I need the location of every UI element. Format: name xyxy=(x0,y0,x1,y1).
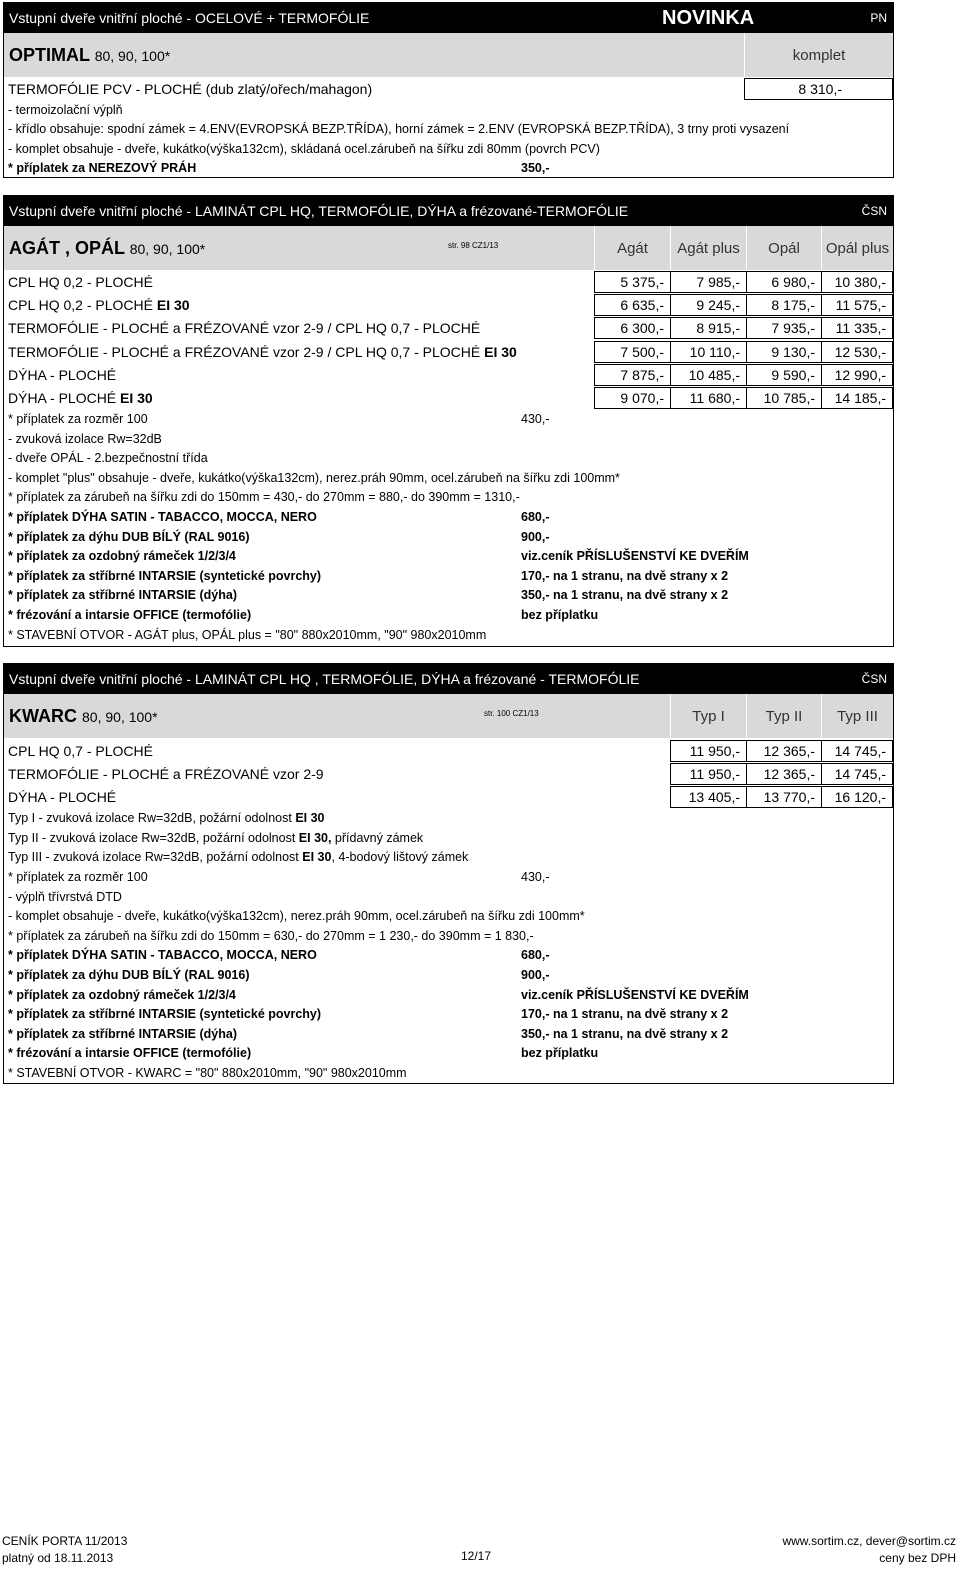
note-line: * příplatek za ozdobný rámeček 1/2/3/4 xyxy=(8,987,236,1002)
row-label-text: DÝHA - PLOCHÉ xyxy=(8,366,117,383)
price-row xyxy=(4,294,893,317)
note-line: * příplatek za dýhu DUB BÍLÝ (RAL 9016) xyxy=(8,529,250,544)
price-cell: 11 950,- xyxy=(670,740,746,762)
type-note-text: Typ I - zvuková izolace Rw=32dB, požární odolnost xyxy=(8,811,296,825)
catalog-ref: str. 100 CZ1/13 xyxy=(484,709,539,718)
note-value: 900,- xyxy=(521,529,550,544)
catalog-ref: str. 98 CZ1/13 xyxy=(448,241,499,250)
row-label-text: DÝHA - PLOCHÉ xyxy=(8,390,121,406)
section-agat-opal xyxy=(3,195,894,647)
col-typ-3: Typ III xyxy=(821,694,893,738)
note-line: * příplatek za stříbrné INTARSIE (syntetické povrchy) xyxy=(8,1007,322,1022)
section-kwarc xyxy=(3,663,894,1084)
note-line: * příplatek za ozdobný rámeček 1/2/3/4 xyxy=(8,549,236,564)
type-note-text: přídavný zámek xyxy=(331,830,424,845)
surcharge-label: * příplatek za NEREZOVÝ PRÁH xyxy=(8,161,197,175)
footer-vat-note: ceny bez DPH xyxy=(879,1551,956,1565)
model-bar xyxy=(4,694,893,738)
price-cell: 7 875,- xyxy=(594,364,670,386)
note-value: 170,- na 1 stranu, na dvě strany x 2 xyxy=(521,1007,729,1022)
price-cell: 11 335,- xyxy=(821,317,893,339)
price-cell: 10 380,- xyxy=(821,271,893,293)
note-value: 430,- xyxy=(521,870,550,884)
type-note-fire-class: EI 30, xyxy=(298,830,332,845)
price-row xyxy=(4,763,893,786)
norm-tag: ČSN xyxy=(861,204,887,218)
note-value: bez příplatku xyxy=(521,608,599,622)
price-cell: 5 375,- xyxy=(594,271,670,293)
note-line: - termoizolační výplň xyxy=(8,103,123,117)
norm-tag: ČSN xyxy=(861,672,887,686)
model-name: OPTIMAL 80, 90, 100* xyxy=(9,45,171,65)
price-cell: 13 405,- xyxy=(670,786,746,808)
surcharge-value: 350,- xyxy=(521,161,550,175)
price-cell: 9 590,- xyxy=(746,364,821,386)
note-line: - zvuková izolace Rw=32dB xyxy=(8,431,162,446)
note-line: - výplň třívrstvá DTD xyxy=(8,889,122,904)
row-label: TERMOFÓLIE - PLOCHÉ a FRÉZOVANÉ vzor 2-9 xyxy=(8,766,324,783)
note-line: * příplatek za rozměr 100 xyxy=(8,870,148,884)
row-label-fire-class: EI 30 xyxy=(484,343,517,360)
note-line: - dveře OPÁL - 2.bezpečnostní třída xyxy=(8,451,208,466)
row-label-text: CPL HQ 0,2 - PLOCHÉ xyxy=(8,274,153,290)
price-cell: 9 130,- xyxy=(746,341,821,363)
footer-page-number: 12/17 xyxy=(461,1549,492,1563)
price-row xyxy=(4,341,893,364)
price-cell: 6 980,- xyxy=(746,271,821,293)
price-cell: 11 575,- xyxy=(821,294,893,316)
price-row xyxy=(4,740,893,763)
price-cell: 12 990,- xyxy=(821,364,893,386)
note-line: * příplatek za stříbrné INTARSIE (dýha) xyxy=(8,588,237,603)
section-header xyxy=(4,664,893,694)
note-line: * příplatek DÝHA SATIN - TABACCO, MOCCA, NERO xyxy=(8,948,317,963)
note-line: * příplatek za stříbrné INTARSIE (syntetické povrchy) xyxy=(8,568,322,583)
col-opal-plus: Opál plus xyxy=(821,226,893,270)
row-label: TERMOFÓLIE PCV - PLOCHÉ (dub zlatý/ořech/mahagon) xyxy=(8,81,373,97)
price-cell: 14 745,- xyxy=(821,763,893,785)
section-header xyxy=(4,3,893,33)
price-row xyxy=(4,387,893,410)
type-note-text: , 4-bodový lištový zámek xyxy=(331,850,469,864)
price-cell: 14 185,- xyxy=(821,387,893,409)
footer-price-list: CENÍK PORTA 11/2013 xyxy=(2,1534,128,1548)
price-cell: 12 365,- xyxy=(746,740,821,762)
row-label xyxy=(8,367,116,383)
price-cell: 8 915,- xyxy=(670,317,746,339)
section-header xyxy=(4,196,893,226)
note-line: * příplatek za zárubeň na šířku zdi do 150mm = 430,- do 270mm = 880,- do 390mm = 1310,- xyxy=(8,490,520,505)
note-value: bez příplatku xyxy=(521,1046,599,1061)
price-row xyxy=(4,364,893,387)
price-cell: 14 745,- xyxy=(821,740,893,762)
model-name: KWARC 80, 90, 100* xyxy=(9,706,158,726)
row-label-fire-class: EI 30 xyxy=(120,390,153,406)
col-komplet: komplet xyxy=(744,33,893,77)
type-note xyxy=(8,811,325,825)
note-line: * STAVEBNÍ OTVOR - AGÁT plus, OPÁL plus = "80" 880x2010mm, "90" 980x2010mm xyxy=(8,627,487,642)
price-cell: 10 785,- xyxy=(746,387,821,409)
type-note xyxy=(8,831,423,845)
note-line: * příplatek za dýhu DUB BÍLÝ (RAL 9016) xyxy=(8,968,250,982)
price-row xyxy=(4,786,893,809)
note-line: - komplet "plus" obsahuje - dveře, kukátko(výška132cm), nerez.práh 90mm, ocel.zárubeň na šířku zdi 100mm* xyxy=(8,470,620,485)
note-value: 350,- na 1 stranu, na dvě strany x 2 xyxy=(521,1026,729,1041)
col-typ-2: Typ II xyxy=(746,694,821,738)
row-label-text: TERMOFÓLIE - PLOCHÉ a FRÉZOVANÉ vzor 2-9 / CPL HQ 0,7 - PLOCHÉ xyxy=(8,343,485,360)
price-cell: 11 950,- xyxy=(670,763,746,785)
note-value: 680,- xyxy=(521,510,550,524)
norm-tag: PN xyxy=(870,11,887,25)
note-line: - komplet obsahuje - dveře, kukátko(výška132cm), skládaná ocel.zárubeň na šířku zdi 80mm (povrch PCV) xyxy=(8,142,600,156)
price-cell: 7 985,- xyxy=(670,271,746,293)
type-note-fire-class: EI 30 xyxy=(302,850,332,864)
col-typ-1: Typ I xyxy=(670,694,746,738)
footer-valid-from: platný od 18.11.2013 xyxy=(2,1551,114,1565)
price-cell: 6 300,- xyxy=(594,317,670,339)
row-label-text: CPL HQ 0,2 - PLOCHÉ xyxy=(8,297,157,314)
row-label xyxy=(8,320,480,336)
row-label xyxy=(8,297,190,313)
col-agat: Agát xyxy=(594,226,670,270)
note-line: * frézování a intarsie OFFICE (termofólie) xyxy=(8,608,252,622)
note-value: viz.ceník PŘÍSLUŠENSTVÍ KE DVEŘÍM xyxy=(521,987,749,1002)
model-name: AGÁT , OPÁL 80, 90, 100* xyxy=(9,238,206,258)
type-note-fire-class: EI 30 xyxy=(295,811,325,825)
note-value: 900,- xyxy=(521,968,550,982)
note-value: viz.ceník PŘÍSLUŠENSTVÍ KE DVEŘÍM xyxy=(521,549,749,564)
price-cell: 16 120,- xyxy=(821,786,893,808)
model-bar xyxy=(4,226,893,270)
price-cell: 6 635,- xyxy=(594,294,670,316)
type-note-text: Typ III - zvuková izolace Rw=32dB, požární odolnost xyxy=(8,850,303,864)
type-note-text: Typ II - zvuková izolace Rw=32dB, požární odolnost xyxy=(8,830,299,845)
price-cell: 10 485,- xyxy=(670,364,746,386)
row-label xyxy=(8,274,153,290)
type-note xyxy=(8,850,468,864)
note-value: 170,- na 1 stranu, na dvě strany x 2 xyxy=(521,568,729,583)
section-optimal xyxy=(3,2,894,178)
price-cell: 8 175,- xyxy=(746,294,821,316)
note-line: * příplatek za rozměr 100 xyxy=(8,412,148,426)
price-cell: 7 500,- xyxy=(594,341,670,363)
price-row xyxy=(4,271,893,294)
note-line: * příplatek DÝHA SATIN - TABACCO, MOCCA, NERO xyxy=(8,510,317,524)
note-value: 350,- na 1 stranu, na dvě strany x 2 xyxy=(521,588,729,603)
section-title: Vstupní dveře vnitřní ploché - OCELOVÉ + TERMOFÓLIE xyxy=(9,10,370,26)
note-line: - křídlo obsahuje: spodní zámek = 4.ENV(EVROPSKÁ BEZP.TŘÍDA), horní zámek = 2.ENV (EVROPSKÁ BEZP.TŘÍDA), 3 trny proti vysazení xyxy=(8,122,790,136)
price-cell: 9 070,- xyxy=(594,387,670,409)
col-opal: Opál xyxy=(746,226,821,270)
price-cell: 13 770,- xyxy=(746,786,821,808)
note-value: 680,- xyxy=(521,948,550,963)
footer-contact: www.sortim.cz, dever@sortim.cz xyxy=(782,1534,956,1548)
model-bar xyxy=(4,33,893,77)
price-cell: 11 680,- xyxy=(670,387,746,409)
novinka-badge: NOVINKA xyxy=(662,6,755,29)
price-cell: 7 935,- xyxy=(746,317,821,339)
price-row xyxy=(4,317,893,340)
note-line: * frézování a intarsie OFFICE (termofólie) xyxy=(8,1046,252,1061)
note-line: * příplatek za stříbrné INTARSIE (dýha) xyxy=(8,1026,237,1041)
price-cell: 9 245,- xyxy=(670,294,746,316)
note-line: - komplet obsahuje - dveře, kukátko(výška132cm), nerez.práh 90mm, ocel.zárubeň na šířku zdi 100mm* xyxy=(8,909,585,924)
section-title: Vstupní dveře vnitřní ploché - LAMINÁT CPL HQ, TERMOFÓLIE, DÝHA a frézované-TERMOFÓLIE xyxy=(9,203,629,219)
row-label: DÝHA - PLOCHÉ xyxy=(8,789,117,806)
price-cell: 10 110,- xyxy=(670,341,746,363)
note-line: * příplatek za zárubeň na šířku zdi do 150mm = 630,- do 270mm = 1 230,- do 390mm = 1 830,- xyxy=(8,928,534,943)
row-label-fire-class: EI 30 xyxy=(156,297,190,314)
price-cell: 12 365,- xyxy=(746,763,821,785)
col-agat-plus: Agát plus xyxy=(670,226,746,270)
row-label: CPL HQ 0,7 - PLOCHÉ xyxy=(8,743,153,759)
row-label xyxy=(8,344,517,360)
price-row xyxy=(4,78,893,101)
row-label xyxy=(8,390,153,406)
price-cell: 8 310,- xyxy=(744,78,893,100)
price-cell: 12 530,- xyxy=(821,341,893,363)
note-value: 430,- xyxy=(521,412,550,426)
note-line: * STAVEBNÍ OTVOR - KWARC = "80" 880x2010mm, "90" 980x2010mm xyxy=(8,1066,407,1080)
section-title: Vstupní dveře vnitřní ploché - LAMINÁT CPL HQ , TERMOFÓLIE, DÝHA a frézované - TERMOFÓLIE xyxy=(9,671,640,687)
row-label-text: TERMOFÓLIE - PLOCHÉ a FRÉZOVANÉ vzor 2-9 / CPL HQ 0,7 - PLOCHÉ xyxy=(8,320,481,337)
